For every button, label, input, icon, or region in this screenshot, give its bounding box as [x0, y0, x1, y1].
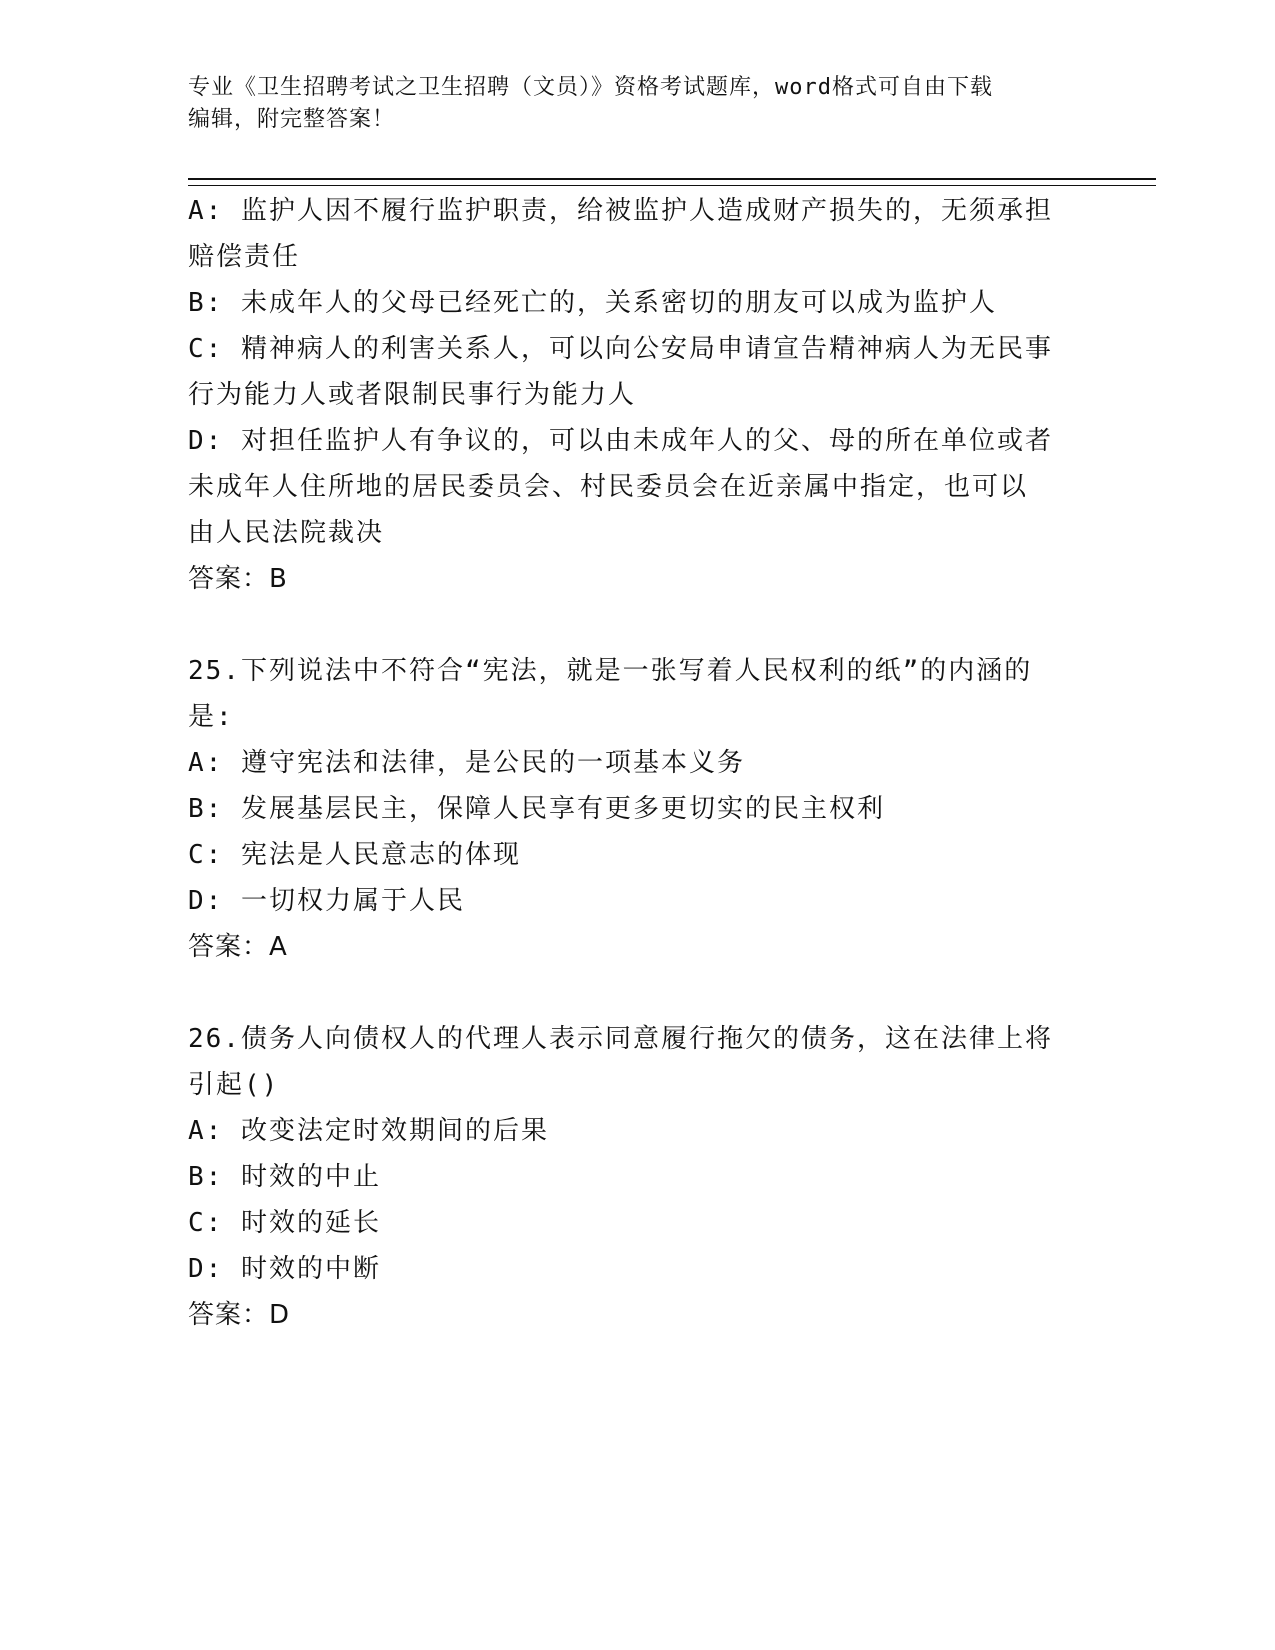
option-b: B: 未成年人的父母已经死亡的，关系密切的朋友可以成为监护人	[188, 288, 997, 318]
question-26	[188, 1016, 1088, 1338]
option-d-cont-1: 未成年人住所地的居民委员会、村民委员会在近亲属中指定，也可以	[188, 472, 1029, 502]
answer: 答案：B	[188, 564, 288, 594]
answer: 答案：A	[188, 932, 288, 962]
question-stem-cont: 引起()	[188, 1070, 280, 1100]
option-c: C: 时效的延长	[188, 1208, 381, 1238]
option-a: A: 遵守宪法和法律，是公民的一项基本义务	[188, 748, 745, 778]
question-stem: 25.下列说法中不符合“宪法，就是一张写着人民权利的纸”的内涵的	[188, 656, 1033, 686]
document-header	[188, 72, 1088, 136]
option-d-cont-2: 由人民法院裁决	[188, 518, 385, 548]
option-a: A: 监护人因不履行监护职责，给被监护人造成财产损失的，无须承担	[188, 196, 1053, 226]
option-c: C: 精神病人的利害关系人，可以向公安局申请宣告精神病人为无民事	[188, 334, 1053, 364]
option-d: D: 一切权力属于人民	[188, 886, 465, 916]
option-c-cont: 行为能力人或者限制民事行为能力人	[188, 380, 637, 410]
option-b: B: 发展基层民主，保障人民享有更多更切实的民主权利	[188, 794, 885, 824]
option-d: D: 时效的中断	[188, 1254, 381, 1284]
question-stem: 26.债务人向债权人的代理人表示同意履行拖欠的债务，这在法律上将	[188, 1024, 1053, 1054]
question-stem-cont: 是:	[188, 702, 234, 732]
header-line-1: 专业《卫生招聘考试之卫生招聘（文员）》资格考试题库，word格式可自由下载	[188, 75, 993, 100]
option-c: C: 宪法是人民意志的体现	[188, 840, 521, 870]
option-d: D: 对担任监护人有争议的，可以由未成年人的父、母的所在单位或者	[188, 426, 1053, 456]
header-divider	[188, 178, 1156, 186]
answer: 答案：D	[188, 1300, 291, 1330]
question-25	[188, 648, 1088, 970]
question-24-options	[188, 188, 1088, 602]
question-list	[188, 188, 1088, 1338]
spacer	[188, 602, 1088, 648]
option-a-cont: 赔偿责任	[188, 242, 301, 272]
header-line-2: 编辑，附完整答案！	[188, 107, 396, 132]
spacer	[188, 970, 1088, 1016]
option-b: B: 时效的中止	[188, 1162, 381, 1192]
option-a: A: 改变法定时效期间的后果	[188, 1116, 549, 1146]
